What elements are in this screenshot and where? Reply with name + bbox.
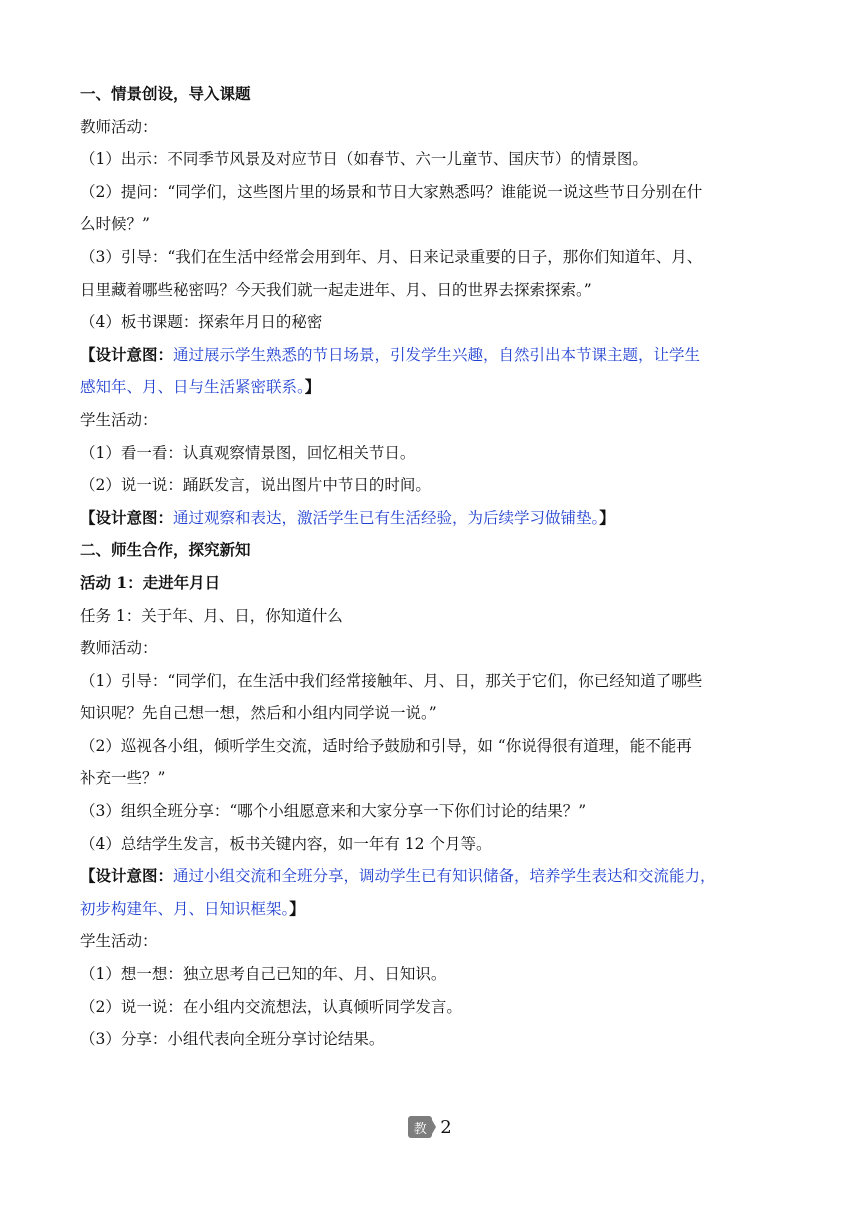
design-intent-label: 【设计意图：	[80, 507, 174, 527]
design-intent-text: 通过小组交流和全班分享，调动学生已有知识储备，培养学生表达和交流能力，	[173, 867, 716, 886]
student-item: （1）想一想：独立思考自己已知的年、月、日知识。	[80, 965, 447, 984]
teacher-item: （4）板书课题：探索年月日的秘密	[80, 313, 323, 332]
teacher-activity-label: 教师活动：	[80, 117, 158, 136]
teacher-activity-label: 教师活动：	[80, 639, 158, 658]
student-item: （3）分享：小组代表向全班分享讨论结果。	[80, 1030, 385, 1049]
document-body	[80, 78, 780, 1056]
design-intent-text: 通过观察和表达，激活学生已有生活经验，为后续学习做铺垫。	[173, 508, 600, 527]
design-intent-continued	[80, 371, 780, 404]
design-intent-label: 【设计意图：	[80, 866, 174, 886]
design-intent	[80, 860, 780, 893]
design-intent-text: 通过展示学生熟悉的节日场景，引发学生兴趣，自然引出本节课主题，让学生	[173, 345, 701, 364]
teacher-item: （4）总结学生发言，板书关键内容，如一年有 12 个月等。	[80, 834, 492, 853]
design-intent-close: 】	[304, 377, 321, 397]
teacher-item: （1）引导：“同学们，在生活中我们经常接触年、月、日，那关于它们，你已经知道了哪些	[80, 671, 703, 690]
activity-heading: 活动 1：走进年月日	[80, 572, 221, 592]
teacher-item: （2）巡视各小组，倾听学生交流，适时给予鼓励和引导，如 “你说得很有道理，能不能再	[80, 736, 692, 755]
design-intent-close: 】	[599, 507, 615, 527]
design-intent-label: 【设计意图：	[80, 344, 174, 364]
teacher-item-continued: 知识呢？先自己想一想，然后和小组内同学说一说。”	[80, 704, 437, 723]
publisher-logo-icon: 教	[408, 1116, 432, 1138]
design-intent	[80, 339, 780, 372]
teacher-item-continued: 补充一些？”	[80, 769, 166, 788]
teacher-item: （3）引导：“我们在生活中经常会用到年、月、日来记录重要的日子，那你们知道年、月、	[80, 247, 703, 266]
design-intent-text: 感知年、月、日与生活紧密联系。	[80, 378, 305, 397]
task-line: 任务 1：关于年、月、日，你知道什么	[80, 606, 343, 625]
design-intent-close: 】	[289, 898, 305, 918]
student-item: （1）看一看：认真观察情景图，回忆相关节日。	[80, 443, 416, 462]
teacher-item: （2）提问：“同学们，这些图片里的场景和节日大家熟悉吗？谁能说一说这些节日分别在什	[80, 182, 703, 201]
teacher-item-continued: 日里藏着哪些秘密吗？今天我们就一起走进年、月、日的世界去探索探索。”	[80, 280, 592, 299]
student-item: （2）说一说：在小组内交流想法，认真倾听同学发言。	[80, 997, 462, 1016]
student-item: （2）说一说：踊跃发言，说出图片中节日的时间。	[80, 476, 431, 495]
section-heading-2: 二、师生合作，探究新知	[80, 540, 251, 560]
design-intent-text: 初步构建年、月、日知识框架。	[80, 899, 290, 918]
student-activity-label: 学生活动：	[80, 410, 158, 429]
student-activity-label: 学生活动：	[80, 932, 158, 951]
teacher-item: （3）组织全班分享：“哪个小组愿意来和大家分享一下你们讨论的结果？”	[80, 802, 587, 821]
design-intent	[80, 502, 780, 535]
page-footer	[0, 1112, 860, 1142]
teacher-item: （1）出示：不同季节风景及对应节日（如春节、六一儿童节、国庆节）的情景图。	[80, 150, 648, 169]
section-heading-1: 一、情景创设，导入课题	[80, 84, 251, 103]
page-number: 2	[440, 1116, 452, 1138]
teacher-item-continued: 么时候？”	[80, 215, 150, 234]
design-intent-continued	[80, 893, 780, 926]
